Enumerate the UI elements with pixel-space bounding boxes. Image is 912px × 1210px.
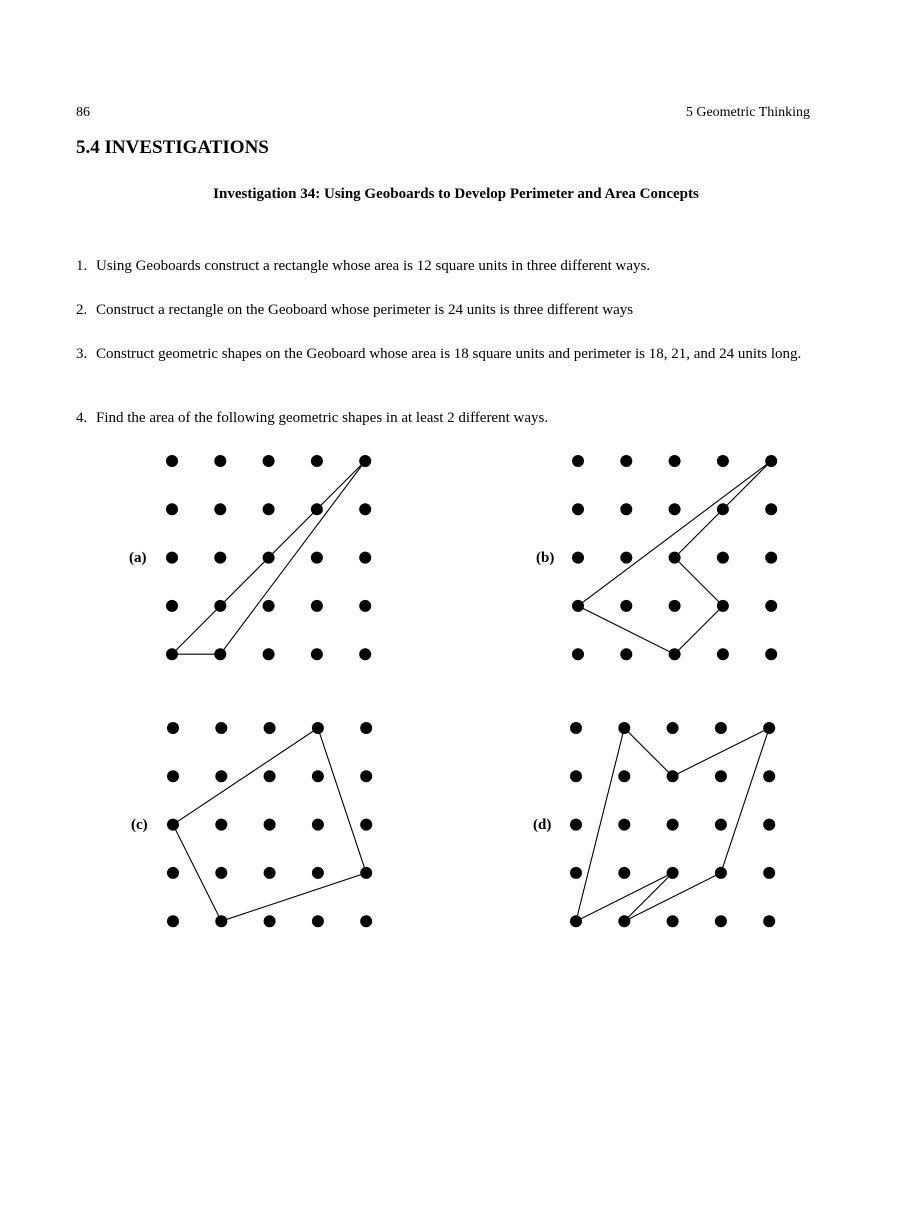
geoboard-peg [618,915,630,927]
geoboard-peg [715,915,727,927]
question-text: Construct a rectangle on the Geoboard whose perimeter is 24 units is three different ways [96,302,634,318]
geoboard-peg [359,503,371,515]
geoboard-peg [715,867,727,879]
geoboard-peg [214,600,226,612]
geoboard-peg [572,455,584,467]
geoboard-peg [669,600,681,612]
geoboard-peg [215,867,227,879]
geoboard-peg [167,915,179,927]
geoboard-peg [572,648,584,660]
geoboard-peg [717,552,729,564]
investigation-title: Investigation 34: Using Geoboards to Develop Perimeter and Area Concepts [213,186,699,202]
geoboard-peg [570,915,582,927]
geoboard-peg [166,648,178,660]
geoboard-peg [763,915,775,927]
geoboard-peg [715,722,727,734]
geoboard-peg [618,770,630,782]
question-item-1 [76,257,816,276]
question-number: 1. [76,258,88,274]
geoboard-peg [311,600,323,612]
question-item-2 [76,301,816,320]
question-item-3 [76,345,816,364]
page-number: 86 [76,105,90,120]
geoboard-peg [669,648,681,660]
question-text: Construct geometric shapes on the Geoboard whose area is 18 square units and perimeter is 18, 21, and 24 units long. [96,346,802,362]
geoboard-peg [263,503,275,515]
geoboard-peg [264,915,276,927]
geoboard-peg [214,455,226,467]
geoboard-peg [214,503,226,515]
geoboard-c [173,728,366,921]
geoboard-peg [570,867,582,879]
geoboard-peg [620,503,632,515]
geoboard-peg [669,455,681,467]
geoboard-peg [359,600,371,612]
geoboard-peg [312,915,324,927]
geoboard-peg [715,770,727,782]
geoboard-peg [263,552,275,564]
geoboard-peg [312,722,324,734]
geoboard-peg [263,600,275,612]
geoboard-peg [765,503,777,515]
geoboard-peg [620,648,632,660]
geoboard-peg [572,503,584,515]
geoboard-peg [167,770,179,782]
question-item-4 [76,409,816,428]
geoboard-peg [312,867,324,879]
geoboard-peg [359,648,371,660]
geoboard-peg [765,648,777,660]
geoboard-peg [763,867,775,879]
geoboard-peg [715,819,727,831]
geoboard-peg [311,648,323,660]
geoboard-peg [359,455,371,467]
geoboard-peg [311,552,323,564]
geoboard-peg [669,552,681,564]
geoboard-peg [570,722,582,734]
question-number: 2. [76,302,88,318]
geoboard-peg [215,770,227,782]
geoboard-peg [214,552,226,564]
geoboard-peg [570,819,582,831]
geoboard-peg [620,455,632,467]
figure-label-d: (d) [533,817,552,833]
geoboard-peg [360,722,372,734]
figure-label-c: (c) [131,817,148,833]
section-heading: 5.4 INVESTIGATIONS [76,137,269,158]
geoboard-peg [264,722,276,734]
chapter-title: 5 Geometric Thinking [685,105,810,120]
geoboard-peg [263,648,275,660]
geoboard-peg [717,503,729,515]
geoboard-d [576,728,769,921]
question-text: Find the area of the following geometric shapes in at least 2 different ways. [96,410,549,426]
geoboard-peg [167,722,179,734]
question-number: 4. [76,410,88,426]
geoboard-peg [620,600,632,612]
geoboard-peg [166,503,178,515]
geoboard-peg [717,455,729,467]
question-text: Using Geoboards construct a rectangle whose area is 12 square units in three different ways. [96,258,651,274]
geoboard-peg [264,867,276,879]
geoboard-peg [667,770,679,782]
geoboard-peg [167,867,179,879]
geoboard-peg [570,770,582,782]
geoboard-peg [572,600,584,612]
geoboard-peg [263,455,275,467]
geoboard-peg [215,722,227,734]
geoboard-peg [717,648,729,660]
geoboard-peg [360,819,372,831]
geoboard-peg [667,819,679,831]
figure-label-a: (a) [129,550,147,566]
geoboard-peg [215,819,227,831]
geoboard-b [578,461,771,655]
geoboard-peg [311,455,323,467]
geoboard-peg [620,552,632,564]
geoboard-peg [667,722,679,734]
geoboard-peg [215,915,227,927]
geoboard-peg [312,819,324,831]
geoboard-peg [166,600,178,612]
geoboard-peg [360,770,372,782]
geoboard-peg [763,819,775,831]
geoboard-peg [359,552,371,564]
geoboard-peg [311,503,323,515]
geoboard-peg [618,867,630,879]
geoboard-peg [618,722,630,734]
geoboard-peg [214,648,226,660]
question-number: 3. [76,346,88,362]
geoboard-peg [763,770,775,782]
geoboard-peg [763,722,775,734]
geoboard-peg [360,915,372,927]
geoboard-peg [667,867,679,879]
geoboard-peg [166,552,178,564]
geoboard-peg [618,819,630,831]
geoboard-peg [765,600,777,612]
geoboard-peg [667,915,679,927]
geoboard-peg [765,552,777,564]
geoboard-peg [669,503,681,515]
geoboard-peg [360,867,372,879]
geoboard-peg [166,455,178,467]
geoboard-peg [717,600,729,612]
figure-label-b: (b) [536,550,555,566]
geoboard-a [172,461,365,655]
geoboard-peg [572,552,584,564]
geoboard-peg [264,819,276,831]
geoboard-peg [312,770,324,782]
geoboard-peg [765,455,777,467]
geoboard-peg [264,770,276,782]
geoboard-peg [167,819,179,831]
